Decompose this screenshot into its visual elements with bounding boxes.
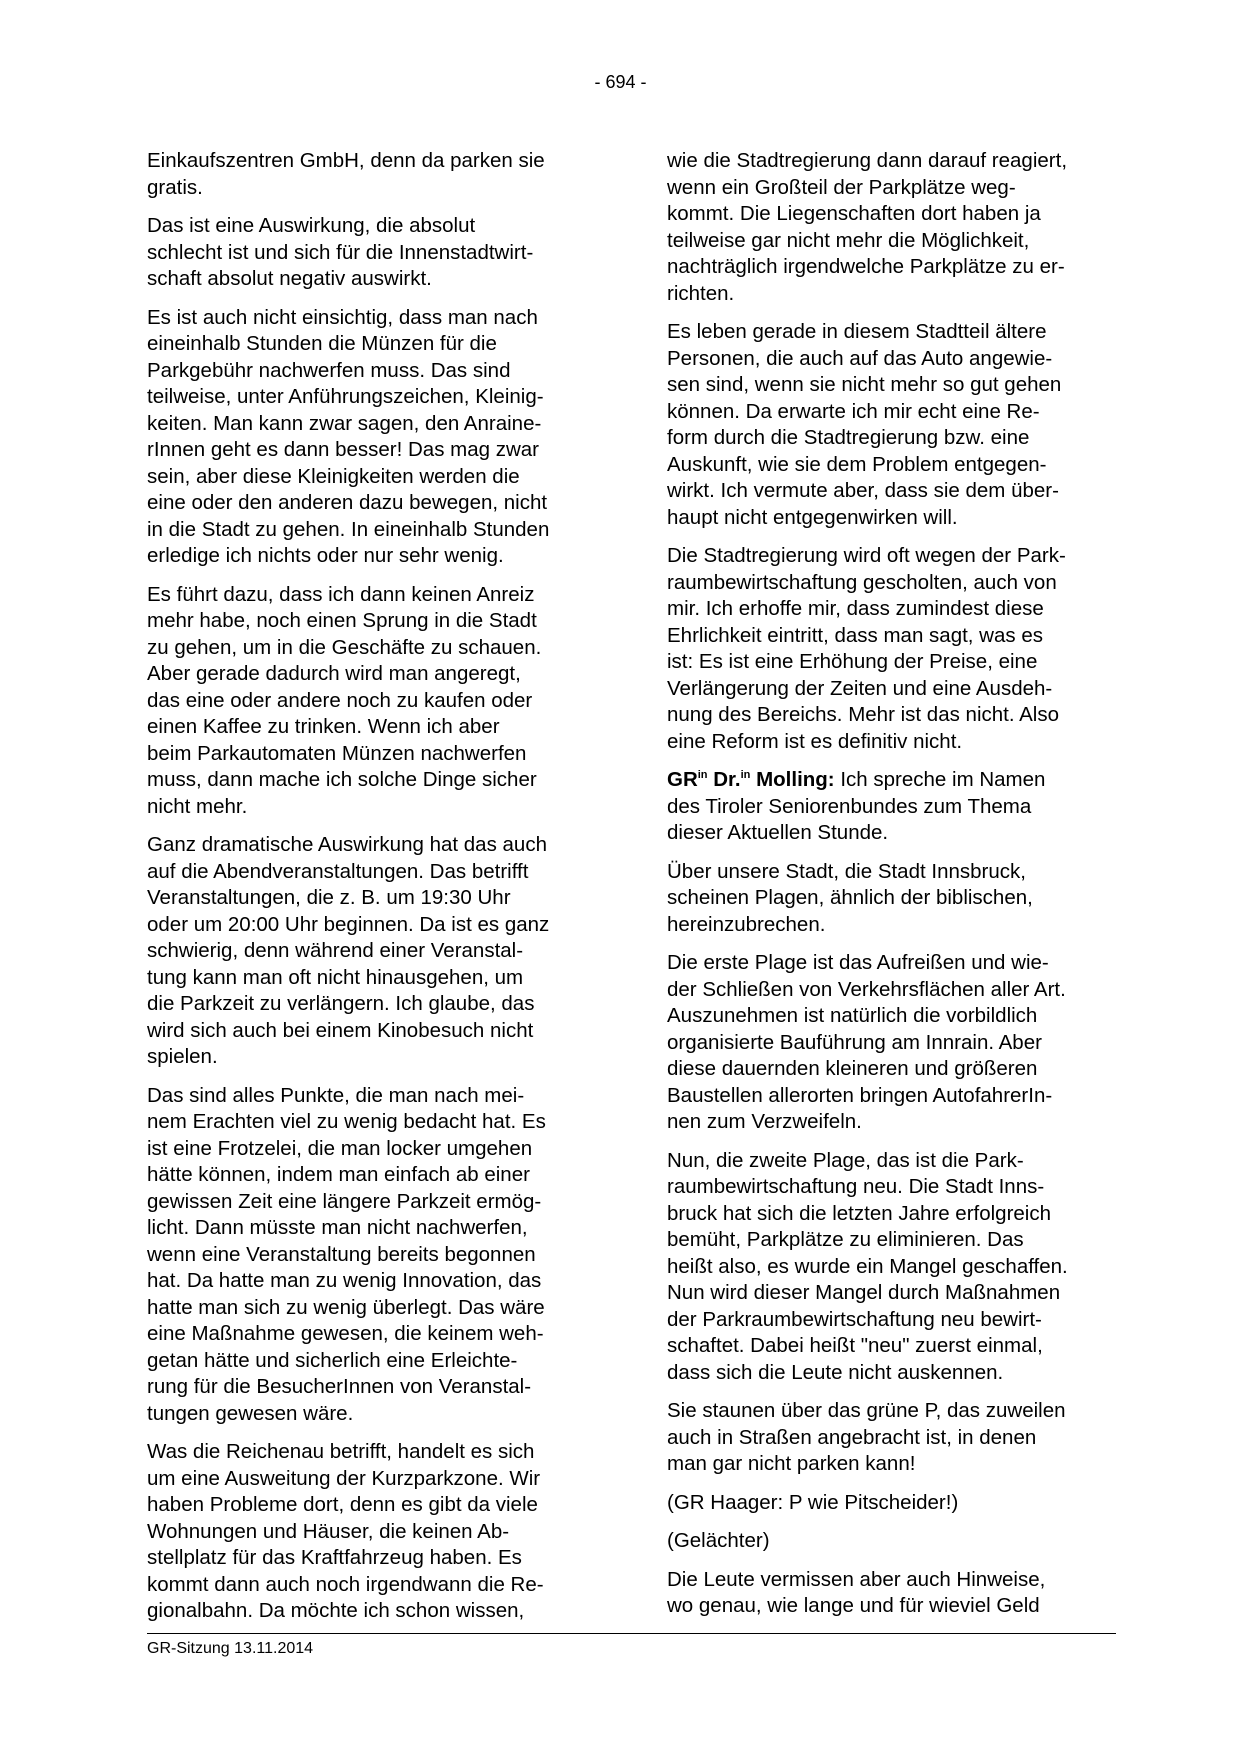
paragraph: Die Stadtregierung wird oft wegen der Park- raumbewirtschaftung gescholten, auch von mir. Ich erhoffe mir, dass zumindest diese Ehrlichkeit eintritt, dass man sagt, was es ist: Es ist eine Erhöhung der Preise, eine Verlängerung der Zeiten und eine Ausdeh- nung des Bereichs. Mehr ist das nicht. Also eine Reform ist es definitiv nicht. [667, 544, 1066, 753]
speaker-degree: Dr. [713, 768, 741, 791]
paragraph: Es führt dazu, dass ich dann keinen Anreiz mehr habe, noch einen Sprung in die Stadt zu gehen, um in die Geschäfte zu schauen. Aber gerade dadurch wird man angeregt, das eine oder andere noch zu kaufen oder einen Kaffee zu trinken. Wenn ich aber beim Parkautomaten Münzen nachwerfen muss, dann mache ich solche Dinge sicher nicht mehr. [147, 582, 542, 818]
speaker-title: GR [667, 768, 698, 791]
paragraph: Einkaufszentren GmbH, denn da parken sie gratis. [147, 149, 545, 199]
paragraph: Ganz dramatische Auswirkung hat das auch auf die Abendveranstaltungen. Das betrifft Veranstaltungen, die z. B. um 19:30 Uhr oder um 20:00 Uhr beginnen. Da ist es ganz schwierig, denn während einer Veranstal- tung kann man oft nicht hinausgehen, um die Parkzeit zu verlängern. Ich glaube, das wird sich auch bei einem Kinobesuch nicht spielen. [147, 833, 550, 1068]
paragraph: Nun, die zweite Plage, das ist die Park- raumbewirtschaftung neu. Die Stadt Inns- bruck hat sich die letzten Jahre erfolgreich bemüht, Parkplätze zu eliminieren. Das heißt also, es wurde ein Mangel geschaffen. Nun wird dieser Mangel durch Maßnahmen der Parkraumbewirtschaftung neu bewirt- schaftet. Dabei heißt "neu" zuerst einmal, dass sich die Leute nicht auskennen. [667, 1148, 1068, 1384]
page-number: - 694 - [594, 72, 647, 92]
paragraph: Sie staunen über das grüne P, das zuweilen auch in Straßen angebracht ist, in denen man gar nicht parken kann! [667, 1399, 1066, 1475]
speaker-title-suffix: in [697, 769, 708, 781]
paragraph: Das sind alles Punkte, die man nach mei- nem Erachten viel zu wenig bedacht hat. Es ist eine Frotzelei, die man locker umgehen hätte können, indem man einfach ab einer gewissen Zeit eine längere Parkzeit ermög- licht. Dann müsste man nicht nachwerfen, wenn eine Veranstaltung bereits begonnen hat. Da hatte man zu wenig Innovation, das hatte man sich zu wenig überlegt. Das wäre eine Maßnahme gewesen, die keinem weh- getan hätte und sicherlich eine Erleichte- rung für die BesucherInnen von Veranstal- tungen gewesen wäre. [147, 1083, 546, 1425]
paragraph: Es ist auch nicht einsichtig, dass man nach eineinhalb Stunden die Münzen für die Parkgebühr nachwerfen muss. Das sind teilweise, unter Anführungszeichen, Kleinig- keiten. Man kann zwar sagen, den Anraine- rInnen geht es dann besser! Das mag zwar sein, aber diese Kleinigkeiten werden die eine oder den anderen dazu bewegen, nicht in die Stadt zu gehen. In eineinhalb Stunden erledige ich nichts oder nur sehr wenig. [147, 305, 550, 567]
paragraph: Über unsere Stadt, die Stadt Innsbruck, scheinen Plagen, ähnlich der biblischen, hereinzubrechen. [667, 859, 1033, 936]
paragraph: wie die Stadtregierung dann darauf reagiert, wenn ein Großteil der Parkplätze weg- kommt. Die Liegenschaften dort haben ja teilweise gar nicht mehr die Möglichkeit, nachträglich irgendwelche Parkplätze zu er- richten. [667, 149, 1068, 305]
paragraph: Es leben gerade in diesem Stadtteil ältere Personen, die auch auf das Auto angewie- sen sind, wenn sie nicht mehr so gut gehen können. Da erwarte ich mir echt eine Re- form durch die Stadtregierung bzw. eine Auskunft, wie sie dem Problem entgegen- wirkt. Ich vermute aber, dass sie dem über- haupt nicht entgegenwirken will. [667, 320, 1062, 529]
speaker-surname: Molling: [756, 768, 835, 791]
interjection: (Gelächter) [667, 1529, 770, 1552]
speaker-text: Ich spreche im Namen des Tiroler Seniorenbundes zum Thema dieser Aktuellen Stunde. [667, 768, 1046, 844]
interjection: (GR Haager: P wie Pitscheider!) [667, 1490, 959, 1514]
right-column [667, 148, 1117, 1632]
paragraph: Die Leute vermissen aber auch Hinweise, wo genau, wie lange und für wieviel Geld [667, 1567, 1046, 1617]
left-column [147, 148, 597, 1637]
footer-session-date: GR-Sitzung 13.11.2014 [147, 1640, 314, 1657]
speaker-paragraph [667, 767, 1117, 847]
speaker-name [667, 768, 835, 791]
paragraph: Was die Reichenau betrifft, handelt es sich um eine Ausweitung der Kurzparkzone. Wir haben Probleme dort, denn es gibt da viele Wohnungen und Häuser, die keinen Ab- stellplatz für das Kraftfahrzeug haben. Es kommt dann auch noch irgendwann die Re- gionalbahn. Da möchte ich schon wissen, [147, 1440, 544, 1622]
paragraph: Die erste Plage ist das Aufreißen und wie- der Schließen von Verkehrsflächen aller Art. Auszunehmen ist natürlich die vorbildlich organisierte Bauführung am Innrain. Aber diese dauernden kleineren und größeren Baustellen allerorten bringen AutofahrerIn- nen zum Verzweifeln. [667, 951, 1066, 1133]
speaker-degree-suffix: in [740, 769, 751, 781]
footer-divider [147, 1633, 1116, 1634]
paragraph: Das ist eine Auswirkung, die absolut schlecht ist und sich für die Innenstadtwirt- schaft absolut negativ auswirkt. [147, 214, 534, 290]
